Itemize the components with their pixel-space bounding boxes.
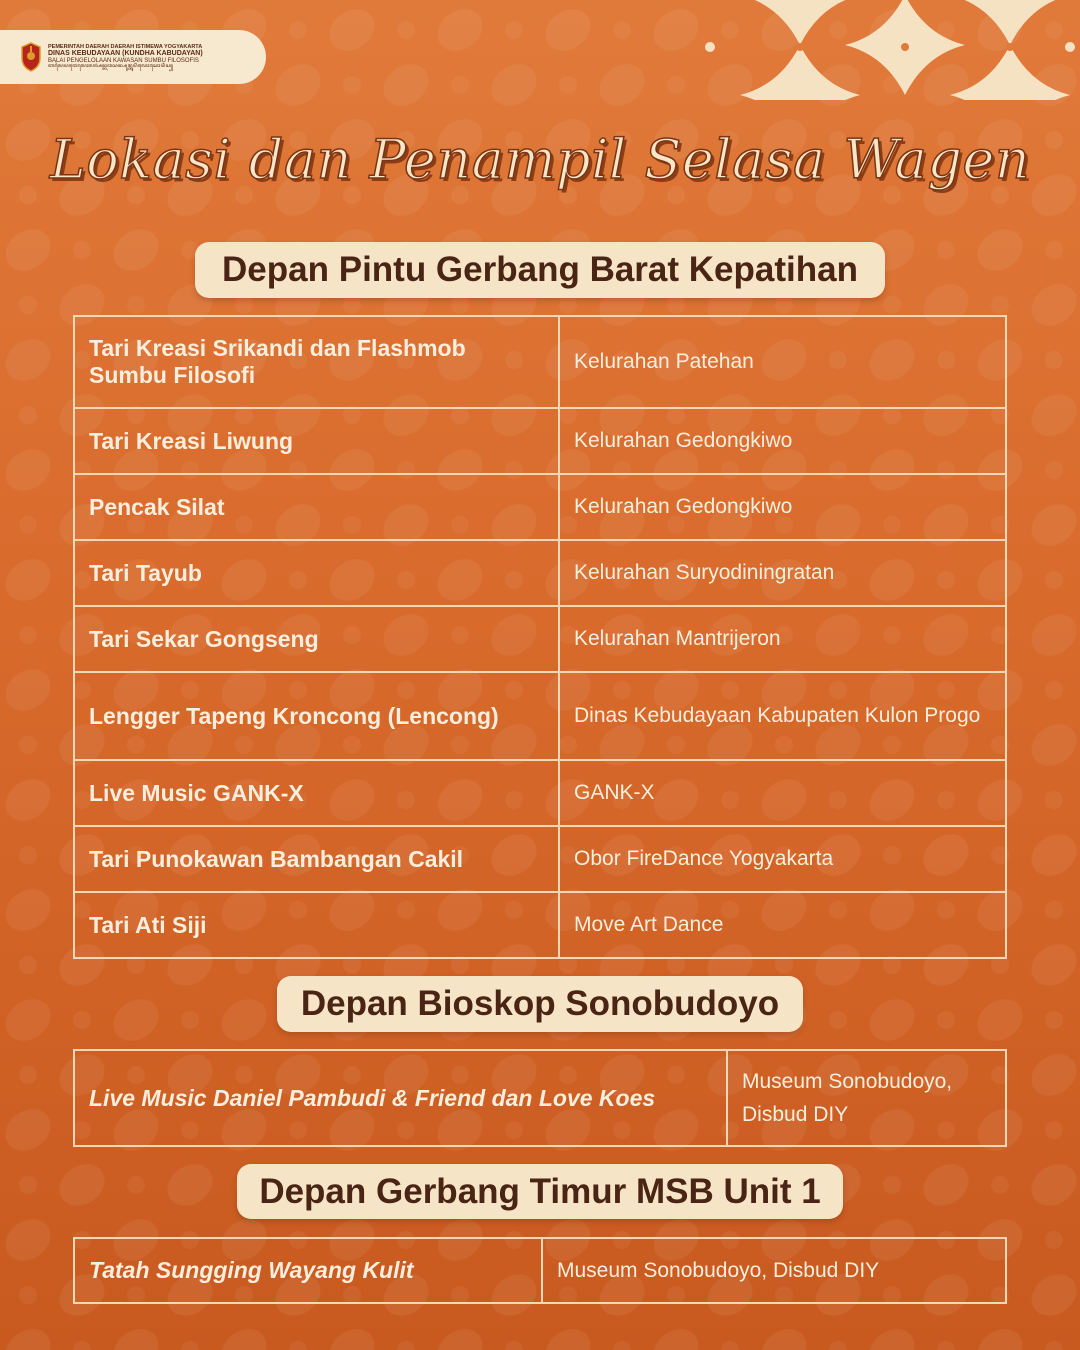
performer-name: Kelurahan Patehan bbox=[559, 316, 1006, 408]
flower-ornament-icon bbox=[700, 0, 1080, 100]
performance-name: Tari Kreasi Liwung bbox=[74, 408, 559, 474]
performer-name: Kelurahan Gedongkiwo bbox=[559, 408, 1006, 474]
table-row bbox=[74, 540, 1006, 606]
performance-name: Tari Sekar Gongseng bbox=[74, 606, 559, 672]
org-line-department: DINAS KEBUDAYAAN (KUNDHA KABUDAYAN) bbox=[48, 50, 203, 58]
table-row bbox=[74, 672, 1006, 760]
performance-name: Tari Punokawan Bambangan Cakil bbox=[74, 826, 559, 892]
table-row bbox=[74, 408, 1006, 474]
performer-name: Museum Sonobudoyo, Disbud DIY bbox=[727, 1050, 1006, 1146]
performance-name: Live Music Daniel Pambudi & Friend dan Love Koes bbox=[74, 1050, 727, 1146]
table-row bbox=[74, 316, 1006, 408]
section-heading-bioskop-sonobudoyo: Depan Bioskop Sonobudoyo bbox=[277, 976, 803, 1032]
performance-name: Tari Tayub bbox=[74, 540, 559, 606]
schedule-table-bioskop bbox=[73, 1049, 1007, 1147]
performer-name: Kelurahan Suryodiningratan bbox=[559, 540, 1006, 606]
section-heading-kepatihan: Depan Pintu Gerbang Barat Kepatihan bbox=[195, 242, 885, 298]
performance-name: Pencak Silat bbox=[74, 474, 559, 540]
table-row bbox=[74, 892, 1006, 958]
table-row bbox=[74, 826, 1006, 892]
table-row bbox=[74, 474, 1006, 540]
org-line-javanese-script: ꦧꦭꦻꦥꦔꦺꦭꦺꦴꦭꦄꦤ꧀ꦏꦮꦱꦤ꧀ꦱꦸꦩ꧀ꦧꦸꦥ꦳ꦶꦭꦺꦴꦱꦺꦴꦥ꦳ꦶꦱ꧀ bbox=[48, 63, 174, 70]
performer-name: Museum Sonobudoyo, Disbud DIY bbox=[542, 1238, 1006, 1303]
table-row bbox=[74, 606, 1006, 672]
performer-name: Dinas Kebudayaan Kabupaten Kulon Progo bbox=[559, 672, 1006, 760]
performance-name: Tatah Sungging Wayang Kulit bbox=[74, 1238, 542, 1303]
section-heading-gerbang-timur: Depan Gerbang Timur MSB Unit 1 bbox=[237, 1164, 843, 1219]
schedule-table-gerbang-timur bbox=[73, 1237, 1007, 1304]
performer-name: Move Art Dance bbox=[559, 892, 1006, 958]
performer-name: GANK-X bbox=[559, 760, 1006, 826]
performer-name: Obor FireDance Yogyakarta bbox=[559, 826, 1006, 892]
yogyakarta-emblem-icon bbox=[20, 42, 42, 72]
table-row bbox=[74, 1238, 1006, 1303]
org-line-government: PEMERINTAH DAERAH DAERAH ISTIMEWA YOGYAKARTA bbox=[48, 43, 203, 50]
organization-badge bbox=[0, 30, 266, 84]
performance-name: Tari Kreasi Srikandi dan Flashmob Sumbu Filosofi bbox=[74, 316, 559, 408]
performance-name: Live Music GANK-X bbox=[74, 760, 559, 826]
schedule-table-kepatihan bbox=[73, 315, 1007, 959]
org-line-office: BALAI PENGELOLAAN KAWASAN SUMBU FILOSOFIS bbox=[48, 57, 199, 64]
table-row bbox=[74, 1050, 1006, 1146]
performer-name: Kelurahan Gedongkiwo bbox=[559, 474, 1006, 540]
performance-name: Tari Ati Siji bbox=[74, 892, 559, 958]
performance-name: Lengger Tapeng Kroncong (Lencong) bbox=[74, 672, 559, 760]
table-row bbox=[74, 760, 1006, 826]
page-title: Lokasi dan Penampil Selasa Wagen bbox=[49, 128, 1031, 191]
performer-name: Kelurahan Mantrijeron bbox=[559, 606, 1006, 672]
